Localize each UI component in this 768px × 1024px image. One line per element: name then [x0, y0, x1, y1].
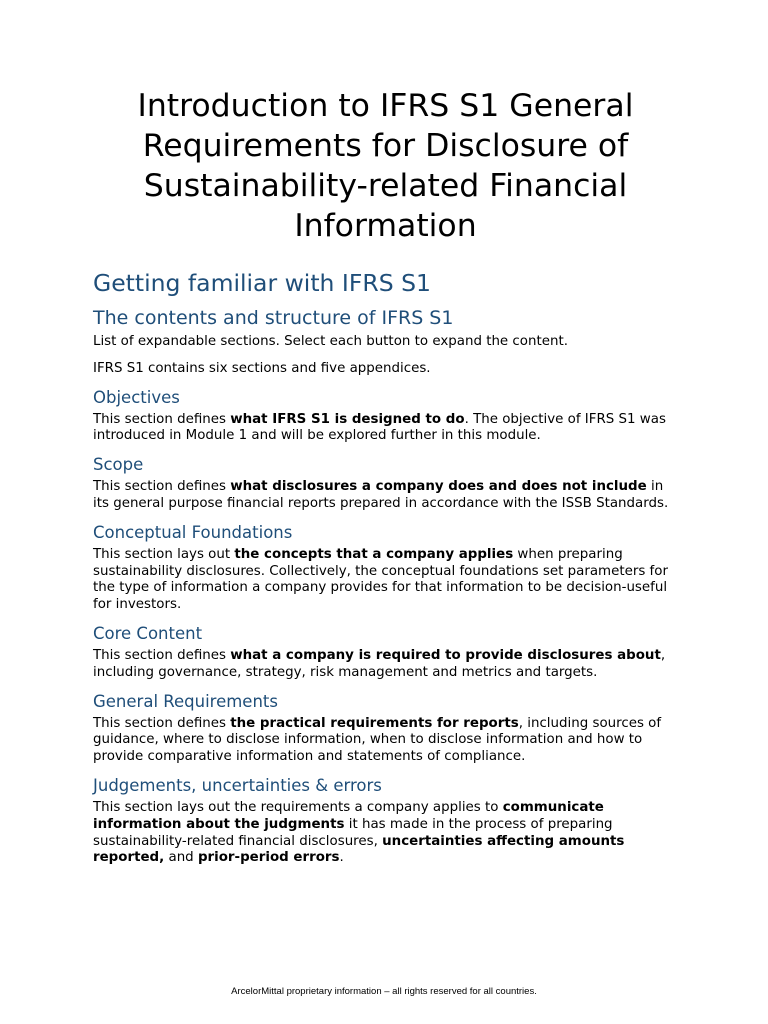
section-description [93, 648, 678, 682]
emphasis-text: communicate information about the judgments [93, 799, 604, 832]
section-description [93, 412, 678, 446]
body-text: . The objective of IFRS S1 was introduced in Module 1 and will be explored further in this module. [93, 411, 666, 444]
section-title[interactable]: General Requirements [93, 691, 278, 711]
emphasis-text: the concepts that a company applies [234, 546, 514, 562]
body-text: and [164, 850, 198, 866]
body-text: it has made in the process of preparing sustainability-related financial disclosures, [93, 816, 613, 849]
document-page [93, 86, 678, 867]
section-description [93, 716, 678, 766]
body-text: . [339, 850, 344, 866]
body-text: This section defines [93, 479, 231, 495]
subsection-heading: The contents and structure of IFRS S1 [93, 307, 454, 329]
emphasis-text: what IFRS S1 is designed to do [230, 411, 465, 427]
document-title: Introduction to IFRS S1 General Requirements for Disclosure of Sustainability-related Financial Information [137, 88, 634, 244]
expandable-section[interactable] [93, 691, 678, 766]
section-title[interactable]: Scope [93, 455, 144, 475]
section-title[interactable]: Core Content [93, 623, 203, 643]
body-text: This section defines [93, 647, 231, 663]
emphasis-text: uncertainties affecting amounts reported, [93, 833, 625, 866]
expandable-section[interactable] [93, 387, 678, 446]
section-description [93, 800, 678, 867]
emphasis-text: the practical requirements for reports [230, 715, 519, 731]
body-text: , including governance, strategy, risk management and metrics and targets. [93, 647, 666, 680]
section-title[interactable]: Judgements, uncertainties & errors [93, 775, 382, 795]
body-text: This section defines [93, 715, 231, 731]
section-title[interactable]: Objectives [93, 387, 180, 407]
body-text: when preparing sustainability disclosures. Collectively, the conceptual foundations set parameters for the type of information a company provides for that information to be decision-useful for investors. [93, 546, 668, 613]
footer-note: ArcelorMittal proprietary information – all rights reserved for all countries. [231, 986, 537, 997]
section-list [93, 387, 678, 868]
expandable-section[interactable] [93, 775, 678, 867]
body-text: in its general purpose financial reports prepared in accordance with the ISSB Standards. [93, 479, 669, 511]
body-text: This section lays out [93, 546, 235, 562]
expandable-section[interactable] [93, 623, 678, 682]
body-text: This section defines [93, 411, 231, 427]
expandable-section[interactable] [93, 522, 678, 614]
section-description [93, 479, 678, 513]
emphasis-text: what disclosures a company does and does not include [230, 479, 647, 495]
section-title[interactable]: Conceptual Foundations [93, 522, 293, 542]
body-text: This section lays out the requirements a company applies to [93, 799, 503, 815]
expandable-section[interactable] [93, 454, 678, 513]
intro-paragraph: IFRS S1 contains six sections and five appendices. [93, 360, 431, 376]
intro-paragraph: List of expandable sections. Select each button to expand the content. [93, 334, 568, 349]
body-text: , including sources of guidance, where to disclose information, when to disclose information and how to provide comparative information and statements of compliance. [93, 715, 662, 765]
emphasis-text: prior-period errors [197, 850, 340, 866]
emphasis-text: what a company is required to provide disclosures about [230, 647, 661, 663]
section-description [93, 547, 678, 614]
section-heading: Getting familiar with IFRS S1 [93, 269, 431, 297]
